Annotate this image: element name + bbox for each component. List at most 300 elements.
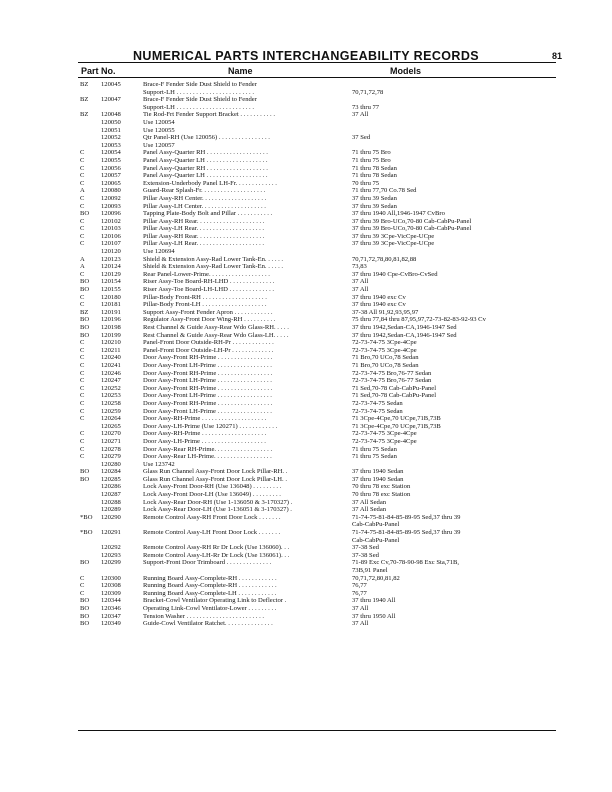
models-cell: Cab-CabPu-Panel bbox=[352, 536, 400, 544]
part-name: Use 120055 bbox=[143, 126, 175, 134]
part-name: Remote Control Assy-RH Rr Dr Lock (Use 136060). . . bbox=[143, 544, 290, 552]
table-row bbox=[0, 567, 612, 575]
table-row bbox=[0, 605, 612, 613]
table-row bbox=[0, 499, 612, 507]
part-number: 120055 bbox=[101, 156, 121, 164]
part-name: Lock Assy-Front Door-LH (Use 136049) . . . . . . . . . bbox=[143, 491, 281, 499]
models-cell: 71 Sed,70-78 Cab-CabPu-Panel bbox=[352, 392, 437, 400]
table-row bbox=[0, 218, 612, 226]
table-row bbox=[0, 347, 612, 355]
part-number: 120299 bbox=[101, 559, 121, 567]
part-name: Riser Assy-Toe Board-LH-LHD . . . . . . . . . . . . . . bbox=[143, 286, 275, 294]
models-cell: 72-73-74-75 3Cpe-4Cpe bbox=[352, 339, 417, 347]
table-row bbox=[0, 559, 612, 567]
row-prefix-code: *BO bbox=[80, 513, 93, 521]
models-cell: 71 Bro,70 UCo,78 Sedan bbox=[352, 361, 419, 369]
part-name: Running Board Assy-Complete-RH . . . . . . . . . . . . bbox=[143, 582, 277, 590]
column-header-models: Models bbox=[390, 66, 422, 76]
table-row bbox=[0, 537, 612, 545]
part-name: Door Assy-Front LH-Prime . . . . . . . . . . . . . . . . . bbox=[143, 392, 272, 400]
row-prefix-code: BO bbox=[80, 278, 90, 286]
part-number: 120246 bbox=[101, 369, 121, 377]
part-number: 120253 bbox=[101, 392, 121, 400]
part-name: Pillar Assy-RH Center. . . . . . . . . . . . . . . . . . . . bbox=[143, 194, 267, 202]
part-number: 120252 bbox=[101, 384, 121, 392]
part-name: Pillar Assy-LH Rear. . . . . . . . . . . . . . . . . . . . . bbox=[143, 240, 265, 248]
row-prefix-code: C bbox=[80, 172, 85, 180]
parts-table bbox=[0, 81, 612, 628]
table-row bbox=[0, 81, 612, 89]
table-row bbox=[0, 446, 612, 454]
part-number: 120103 bbox=[101, 225, 121, 233]
table-row bbox=[0, 582, 612, 590]
models-cell: 76,77 bbox=[352, 582, 367, 590]
part-number: 120247 bbox=[101, 377, 121, 385]
table-row bbox=[0, 301, 612, 309]
table-row bbox=[0, 165, 612, 173]
part-name: Pillar Assy-RH Rear. . . . . . . . . . . . . . . . . . . . . bbox=[143, 232, 265, 240]
row-prefix-code: C bbox=[80, 346, 85, 354]
part-number: 120050 bbox=[101, 118, 121, 126]
table-row bbox=[0, 157, 612, 165]
models-cell: 37 thru 1942,Sedan-CA,1946-1947 Sed bbox=[352, 331, 457, 339]
row-prefix-code: BO bbox=[80, 620, 90, 628]
models-cell: 37-38 All 91,92,93,95,97 bbox=[352, 308, 419, 316]
footer-rule bbox=[78, 730, 556, 731]
part-name: Use 120054 bbox=[143, 118, 175, 126]
part-name: Running Board Assy-Complete-RH . . . . . . . . . . . . bbox=[143, 574, 277, 582]
row-prefix-code: BO bbox=[80, 612, 90, 620]
part-number: 120096 bbox=[101, 210, 121, 218]
row-prefix-code: C bbox=[80, 156, 85, 164]
part-number: 120065 bbox=[101, 179, 121, 187]
page-number: 81 bbox=[552, 51, 563, 61]
table-row bbox=[0, 491, 612, 499]
models-cell: 37 All bbox=[352, 604, 369, 612]
models-cell: 37 thru 1940 Sedan bbox=[352, 468, 404, 476]
table-row bbox=[0, 104, 612, 112]
row-prefix-code: BZ bbox=[80, 308, 89, 316]
row-prefix-code: BO bbox=[80, 210, 90, 218]
part-number: 120054 bbox=[101, 149, 121, 157]
table-row bbox=[0, 119, 612, 127]
part-name: Glass Run Channel Assy-Front Door Lock Pillar-RH. . bbox=[143, 468, 288, 476]
table-row bbox=[0, 430, 612, 438]
part-number: 120080 bbox=[101, 187, 121, 195]
part-number: 120240 bbox=[101, 354, 121, 362]
part-name: Door Assy-Front LH-Prime . . . . . . . . . . . . . . . . . bbox=[143, 377, 272, 385]
table-row bbox=[0, 96, 612, 104]
models-cell: 71 thru 75 Sedan bbox=[352, 453, 397, 461]
part-number: 120279 bbox=[101, 453, 121, 461]
part-name: Guide-Cowl Ventilator Ratchet. . . . . . . . . . . . . . . bbox=[143, 620, 273, 628]
table-row bbox=[0, 597, 612, 605]
table-row bbox=[0, 590, 612, 598]
models-cell: Cab-CabPu-Panel bbox=[352, 521, 400, 529]
row-prefix-code: C bbox=[80, 399, 85, 407]
part-number: 120129 bbox=[101, 270, 121, 278]
part-number: 120210 bbox=[101, 339, 121, 347]
part-name: Pillar-Body Front-RH . . . . . . . . . . . . . . . . . . . . bbox=[143, 293, 267, 301]
table-row bbox=[0, 552, 612, 560]
models-cell: 37 Sed bbox=[352, 134, 371, 142]
table-row bbox=[0, 294, 612, 302]
row-prefix-code: C bbox=[80, 445, 85, 453]
part-name: Support Assy-Front Fender Apron . . . . . . . . . . . . bbox=[143, 308, 273, 316]
part-name: Door Assy-Front RH-Prime . . . . . . . . . . . . . . . . . bbox=[143, 354, 273, 362]
part-name: Door Assy-Rear RH-Prime. . . . . . . . . . . . . . . . . . bbox=[143, 445, 273, 453]
part-name: Tapping Plate-Body Bolt and Pillar . . . . . . . . . . . bbox=[143, 210, 273, 218]
part-name: Support-Front Door Trimboard . . . . . . . . . . . . . . bbox=[143, 559, 272, 567]
part-name: Lock Assy-Front Door-RH (Use 136048) . . . . . . . . . bbox=[143, 483, 282, 491]
table-row bbox=[0, 187, 612, 195]
part-name: Panel Assy-Quarter LH . . . . . . . . . . . . . . . . . . . bbox=[143, 156, 268, 164]
models-cell: 37 All Sedan bbox=[352, 506, 387, 514]
table-row bbox=[0, 514, 612, 522]
models-cell: 37 thru 39 Sedan bbox=[352, 194, 397, 202]
table-row bbox=[0, 210, 612, 218]
part-name: Support-LH . . . . . . . . . . . . . . . . . . . . . . . . bbox=[143, 88, 254, 96]
table-row bbox=[0, 271, 612, 279]
table-row bbox=[0, 339, 612, 347]
part-name: Use 123742 bbox=[143, 460, 175, 468]
table-row bbox=[0, 172, 612, 180]
page-title: NUMERICAL PARTS INTERCHANGEABILITY RECORDS bbox=[133, 49, 479, 63]
part-number: 120053 bbox=[101, 141, 121, 149]
row-prefix-code: BO bbox=[80, 604, 90, 612]
models-cell: 71-74-75-81-84-85-89-95 Sed,37 thru 39 bbox=[352, 513, 461, 521]
part-number: 120270 bbox=[101, 430, 121, 438]
row-prefix-code: C bbox=[80, 430, 85, 438]
part-number: 120102 bbox=[101, 217, 121, 225]
table-row bbox=[0, 354, 612, 362]
models-cell: 76,77 bbox=[352, 589, 367, 597]
part-number: 120241 bbox=[101, 361, 121, 369]
table-row bbox=[0, 195, 612, 203]
table-row bbox=[0, 134, 612, 142]
models-cell: 71 Sed,70-78 Cab-CabPu-Panel bbox=[352, 384, 437, 392]
row-prefix-code: C bbox=[80, 240, 85, 248]
table-row bbox=[0, 89, 612, 97]
part-number: 120347 bbox=[101, 612, 121, 620]
part-name: Pillar Assy-LH Center. . . . . . . . . . . . . . . . . . . . bbox=[143, 202, 266, 210]
part-number: 120291 bbox=[101, 529, 121, 537]
models-cell: 37-38 Sed bbox=[352, 551, 379, 559]
models-cell: 37 thru 1940 Cpe-CvBro-CvSed bbox=[352, 270, 438, 278]
models-cell: 71 thru 75 Bro bbox=[352, 156, 391, 164]
row-prefix-code: C bbox=[80, 339, 85, 347]
part-name: Remote Control Assy-LH-Rr Dr Lock (Use 136061). . . bbox=[143, 551, 290, 559]
models-cell: 37 thru 1942,Sedan-CA,1946-1947 Sed bbox=[352, 324, 457, 331]
models-cell: 71 3Cpe-4Cpe,70 UCpe,71B,73B bbox=[352, 415, 441, 423]
part-number: 120093 bbox=[101, 202, 121, 210]
models-cell: 37 thru 39 Sedan bbox=[352, 202, 397, 210]
part-name: Door Assy-Front LH-Prime . . . . . . . . . . . . . . . . . bbox=[143, 407, 272, 415]
part-number: 120292 bbox=[101, 544, 121, 552]
part-name: Door Assy-Front LH-Prime . . . . . . . . . . . . . . . . . bbox=[143, 361, 272, 369]
row-prefix-code: BO bbox=[80, 286, 90, 294]
models-cell: 37 thru 1950 All bbox=[352, 612, 396, 620]
models-cell: 73,83 bbox=[352, 263, 367, 271]
part-name: Door Assy-RH-Prime . . . . . . . . . . . . . . . . . . . . bbox=[143, 430, 267, 438]
part-name: Door Assy-Front RH-Prime . . . . . . . . . . . . . . . . . bbox=[143, 384, 273, 392]
row-prefix-code: C bbox=[80, 582, 85, 590]
part-number: 120092 bbox=[101, 194, 121, 202]
part-name: Tension Washer . . . . . . . . . . . . . . . . . . . . . . . . bbox=[143, 612, 265, 620]
models-cell: 71 thru 77,70 Co.78 Sed bbox=[352, 187, 417, 195]
part-name: Operating Link-Cowl Ventilator-Lower . . . . . . . . . bbox=[143, 604, 277, 612]
row-prefix-code: BO bbox=[80, 559, 90, 567]
row-prefix-code: C bbox=[80, 589, 85, 597]
row-prefix-code: C bbox=[80, 415, 85, 423]
part-name: Pillar-Body Front-LH . . . . . . . . . . . . . . . . . . . . bbox=[143, 301, 267, 309]
part-number: 120286 bbox=[101, 483, 121, 491]
row-prefix-code: C bbox=[80, 453, 85, 461]
row-prefix-code: C bbox=[80, 301, 85, 309]
part-number: 120196 bbox=[101, 316, 121, 324]
models-cell: 70,71,72,80,81,82 bbox=[352, 574, 400, 582]
part-number: 120293 bbox=[101, 551, 121, 559]
models-cell: 70 thru 78 exc Station bbox=[352, 483, 411, 491]
models-cell: 72-73-74-75 Bro,76-77 Sedan bbox=[352, 369, 432, 377]
part-name: Door Assy-Front RH-Prime . . . . . . . . . . . . . . . . . bbox=[143, 369, 273, 377]
part-name: Panel Assy-Quarter LH . . . . . . . . . . . . . . . . . . . bbox=[143, 172, 268, 180]
part-number: 120271 bbox=[101, 437, 121, 445]
header-top-rule bbox=[78, 62, 556, 63]
table-row bbox=[0, 332, 612, 340]
part-number: 120180 bbox=[101, 293, 121, 301]
models-cell: 72-73-74-75 3Cpe-4Cpe bbox=[352, 346, 417, 354]
table-row bbox=[0, 392, 612, 400]
models-cell: 37 All bbox=[352, 111, 369, 119]
models-cell: 75 thru 77,84 thru 87,95,97,72-73-82-83-92-93 Cv bbox=[352, 316, 486, 324]
part-number: 120211 bbox=[101, 346, 121, 354]
row-prefix-code: C bbox=[80, 194, 85, 202]
row-prefix-code: C bbox=[80, 225, 85, 233]
row-prefix-code: BZ bbox=[80, 81, 89, 88]
models-cell: 71 3Cpe-4Cpe,70 UCpe,71B,73B bbox=[352, 422, 441, 430]
table-row bbox=[0, 613, 612, 621]
part-number: 120264 bbox=[101, 415, 121, 423]
column-header-part-no: Part No. bbox=[81, 66, 116, 76]
models-cell: 71 thru 75 Sedan bbox=[352, 445, 397, 453]
row-prefix-code: C bbox=[80, 293, 85, 301]
part-name: Use 120694 bbox=[143, 248, 175, 256]
models-cell: 73B,91 Panel bbox=[352, 567, 388, 574]
part-name: Support-LH . . . . . . . . . . . . . . . . . . . . . . . . bbox=[143, 103, 254, 111]
table-row bbox=[0, 483, 612, 491]
row-prefix-code: C bbox=[80, 361, 85, 369]
row-prefix-code: C bbox=[80, 384, 85, 392]
row-prefix-code: A bbox=[80, 255, 85, 263]
part-number: 120265 bbox=[101, 422, 121, 430]
part-number: 120308 bbox=[101, 582, 121, 590]
table-row bbox=[0, 506, 612, 514]
table-row bbox=[0, 408, 612, 416]
part-number: 120285 bbox=[101, 475, 121, 483]
table-row bbox=[0, 521, 612, 529]
part-name: Panel Assy-Quarter RH . . . . . . . . . . . . . . . . . . . bbox=[143, 149, 268, 157]
models-cell: 73 thru 77 bbox=[352, 103, 380, 111]
column-header-name: Name bbox=[228, 66, 253, 76]
row-prefix-code: C bbox=[80, 437, 85, 445]
part-name: Lock Assy-Rear Door-RH (Use 1-136050 & 3-170327) . bbox=[143, 498, 293, 506]
part-number: 120048 bbox=[101, 111, 121, 119]
table-row bbox=[0, 620, 612, 628]
part-number: 120056 bbox=[101, 164, 121, 172]
models-cell: 71 thru 78 Sedan bbox=[352, 172, 397, 180]
row-prefix-code: C bbox=[80, 179, 85, 187]
part-number: 120124 bbox=[101, 263, 121, 271]
part-number: 120181 bbox=[101, 301, 121, 309]
part-name: Qtr Panel-RH (Use 120056) . . . . . . . . . . . . . . . . bbox=[143, 134, 270, 142]
part-name: Door Assy-Rear LH-Prime. . . . . . . . . . . . . . . . . . bbox=[143, 453, 272, 461]
table-row bbox=[0, 240, 612, 248]
part-name: Panel-Front Door Outside-RH-Pr . . . . . . . . . . . . . bbox=[143, 339, 274, 347]
table-row bbox=[0, 203, 612, 211]
part-number: 120280 bbox=[101, 460, 121, 468]
models-cell: 70 thru 75 bbox=[352, 179, 380, 187]
part-name: Rest Channel & Guide Assy-Rear Wdo Glass-LH. . . . . bbox=[143, 331, 289, 339]
part-name: Guard-Rear Splash-Fr. . . . . . . . . . . . . . . . . . . . bbox=[143, 187, 266, 195]
part-name: Running Board Assy-Complete-LH . . . . . . . . . . . . bbox=[143, 589, 277, 597]
row-prefix-code: C bbox=[80, 392, 85, 400]
table-row bbox=[0, 476, 612, 484]
row-prefix-code: C bbox=[80, 202, 85, 210]
part-number: 120290 bbox=[101, 513, 121, 521]
part-name: Remote Control Assy-RH Front Door Lock . . . . . . . bbox=[143, 513, 281, 521]
table-row bbox=[0, 575, 612, 583]
part-name: Pillar Assy-LH Rear. . . . . . . . . . . . . . . . . . . . . bbox=[143, 225, 265, 233]
part-number: 120107 bbox=[101, 240, 121, 248]
part-number: 120300 bbox=[101, 574, 121, 582]
part-number: 120057 bbox=[101, 172, 121, 180]
table-row bbox=[0, 385, 612, 393]
part-name: Bracket-Cowl Ventilator Operating Link to Deflector . bbox=[143, 597, 287, 605]
row-prefix-code: C bbox=[80, 232, 85, 240]
part-number: 120287 bbox=[101, 491, 121, 499]
table-row bbox=[0, 362, 612, 370]
table-row bbox=[0, 529, 612, 537]
models-cell: 70 thru 78 exc Station bbox=[352, 491, 411, 499]
row-prefix-code: C bbox=[80, 270, 85, 278]
models-cell: 37 All bbox=[352, 278, 369, 286]
part-number: 120284 bbox=[101, 468, 121, 476]
part-name: Lock Assy-Rear Door-LH (Use 1-136051 & 3-170327) . bbox=[143, 506, 292, 514]
part-name: Tie Rod-Frt Fender Support Bracket . . . . . . . . . . . bbox=[143, 111, 275, 119]
models-cell: 37-38 Sed bbox=[352, 544, 379, 552]
part-name: Rest Channel & Guide Assy-Rear Wdo Glass-RH. . . . . bbox=[143, 324, 289, 331]
models-cell: 37 thru 1940 Sedan bbox=[352, 475, 404, 483]
table-row bbox=[0, 453, 612, 461]
table-row bbox=[0, 248, 612, 256]
part-number: 120346 bbox=[101, 604, 121, 612]
table-row bbox=[0, 324, 612, 332]
row-prefix-code: *BO bbox=[80, 529, 93, 537]
table-row bbox=[0, 309, 612, 317]
part-number: 120120 bbox=[101, 248, 121, 256]
models-cell: 70,71,72,78 bbox=[352, 88, 384, 96]
row-prefix-code: C bbox=[80, 377, 85, 385]
models-cell: 70,71,72,78,80,81,82,88 bbox=[352, 255, 417, 263]
part-number: 120123 bbox=[101, 255, 121, 263]
row-prefix-code: BO bbox=[80, 468, 90, 476]
table-row bbox=[0, 142, 612, 150]
models-cell: 71 thru 78 Sedan bbox=[352, 164, 397, 172]
part-name: Remote Control Assy-LH Front Door Lock . . . . . . . bbox=[143, 529, 281, 537]
row-prefix-code: C bbox=[80, 574, 85, 582]
part-number: 120047 bbox=[101, 96, 121, 104]
part-number: 120154 bbox=[101, 278, 121, 286]
models-cell: 37 thru 1940 All,1946-1947 CvBro bbox=[352, 210, 445, 218]
table-row bbox=[0, 415, 612, 423]
models-cell: 37 thru 39 3Cpe-VicCpe-UCpe bbox=[352, 240, 435, 248]
row-prefix-code: C bbox=[80, 217, 85, 225]
models-cell: 37 thru 1940 exc Cv bbox=[352, 301, 406, 309]
models-cell: 37 thru 1940 All bbox=[352, 597, 396, 605]
part-name: Door Assy-RH-Prime . . . . . . . . . . . . . . . . . . . . bbox=[143, 415, 267, 423]
table-row bbox=[0, 400, 612, 408]
row-prefix-code: BZ bbox=[80, 96, 89, 104]
row-prefix-code: C bbox=[80, 149, 85, 157]
part-name: Rear Panel-Lower-Prime. . . . . . . . . . . . . . . . . . . bbox=[143, 270, 270, 278]
row-prefix-code: C bbox=[80, 354, 85, 362]
part-name: Panel Assy-Quarter RH . . . . . . . . . . . . . . . . . . . bbox=[143, 164, 268, 172]
part-number: 120155 bbox=[101, 286, 121, 294]
table-row bbox=[0, 544, 612, 552]
part-number: 120199 bbox=[101, 331, 121, 339]
row-prefix-code: BO bbox=[80, 324, 90, 331]
table-row bbox=[0, 278, 612, 286]
table-row bbox=[0, 377, 612, 385]
part-number: 120344 bbox=[101, 597, 121, 605]
part-name: Use 120057 bbox=[143, 141, 175, 149]
models-cell: 37 All bbox=[352, 620, 369, 628]
table-row bbox=[0, 233, 612, 241]
table-row bbox=[0, 149, 612, 157]
models-cell: 37 All Sedan bbox=[352, 498, 387, 506]
table-row bbox=[0, 423, 612, 431]
models-cell: 37 thru 39 3Cpe-VicCpe-UCpe bbox=[352, 232, 435, 240]
table-row bbox=[0, 468, 612, 476]
row-prefix-code: BO bbox=[80, 597, 90, 605]
table-row bbox=[0, 256, 612, 264]
header-bottom-rule bbox=[78, 77, 556, 78]
table-row bbox=[0, 225, 612, 233]
table-row bbox=[0, 180, 612, 188]
models-cell: 37 thru 39 Bro-UCo,70-80 Cab-CabPu-Panel bbox=[352, 225, 472, 233]
models-cell: 71-74-75-81-84-85-89-95 Sed,37 thru 39 bbox=[352, 529, 461, 537]
models-cell: 72-73-74-75 Bro,76-77 Sedan bbox=[352, 377, 432, 385]
part-name: Glass Run Channel Assy-Front Door Lock Pillar-LH. . bbox=[143, 475, 288, 483]
part-number: 120259 bbox=[101, 407, 121, 415]
row-prefix-code: C bbox=[80, 407, 85, 415]
part-number: 120051 bbox=[101, 126, 121, 134]
models-cell: 71 Bro,70 UCo,78 Sedan bbox=[352, 354, 419, 362]
models-cell: 37 thru 1940 exc Cv bbox=[352, 293, 406, 301]
table-row bbox=[0, 263, 612, 271]
models-cell: 71-89 Exc Cv,70-78-90-98 Exc Sta,71B, bbox=[352, 559, 460, 567]
models-cell: 37 thru 39 Bro-UCo,70-80 Cab-CabPu-Panel bbox=[352, 217, 472, 225]
part-number: 120349 bbox=[101, 620, 121, 628]
part-name: Door Assy-LH-Prime . . . . . . . . . . . . . . . . . . . . bbox=[143, 437, 266, 445]
part-number: 120288 bbox=[101, 498, 121, 506]
table-row bbox=[0, 127, 612, 135]
part-number: 120045 bbox=[101, 81, 121, 88]
row-prefix-code: C bbox=[80, 164, 85, 172]
part-number: 120258 bbox=[101, 399, 121, 407]
row-prefix-code: BO bbox=[80, 475, 90, 483]
